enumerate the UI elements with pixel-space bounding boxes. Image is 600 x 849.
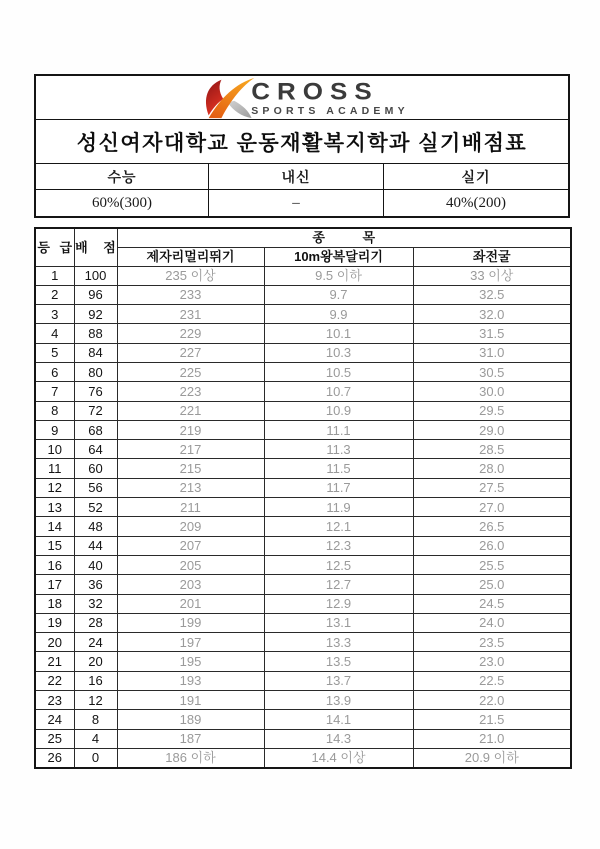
- jump-cell: 235 이상: [117, 266, 264, 285]
- jump-cell: 209: [117, 517, 264, 536]
- points-cell: 96: [74, 285, 117, 304]
- points-cell: 56: [74, 478, 117, 497]
- table-row: [35, 671, 571, 690]
- grade-cell: 1: [35, 266, 74, 285]
- reach-cell: 28.0: [413, 459, 571, 478]
- grade-cell: 8: [35, 401, 74, 420]
- run-cell: 10.7: [264, 382, 413, 401]
- jump-cell: 199: [117, 613, 264, 632]
- run-cell: 9.9: [264, 305, 413, 324]
- table-row: [35, 478, 571, 497]
- table-row: [35, 536, 571, 555]
- jump-cell: 233: [117, 285, 264, 304]
- jump-cell: 219: [117, 420, 264, 439]
- jump-cell: 221: [117, 401, 264, 420]
- grade-cell: 7: [35, 382, 74, 401]
- header-table: [34, 74, 570, 218]
- points-cell: 84: [74, 343, 117, 362]
- table-row: [35, 401, 571, 420]
- table-row: [35, 285, 571, 304]
- run-cell: 13.9: [264, 691, 413, 710]
- table-row: [35, 729, 571, 748]
- col-header-sit-and-reach: 좌전굴: [413, 247, 571, 266]
- points-cell: 52: [74, 498, 117, 517]
- jump-cell: 191: [117, 691, 264, 710]
- weight-label-silgi: 실기: [384, 164, 568, 190]
- table-header-row-1: [35, 228, 571, 247]
- points-cell: 72: [74, 401, 117, 420]
- grade-cell: 13: [35, 498, 74, 517]
- points-cell: 8: [74, 710, 117, 729]
- col-header-points: 배 점: [74, 228, 117, 266]
- jump-cell: 189: [117, 710, 264, 729]
- reach-cell: 28.5: [413, 440, 571, 459]
- grade-cell: 15: [35, 536, 74, 555]
- page-title: 성신여자대학교 운동재활복지학과 실기배점표: [36, 120, 568, 164]
- grade-cell: 10: [35, 440, 74, 459]
- run-cell: 12.5: [264, 555, 413, 574]
- reach-cell: 30.5: [413, 362, 571, 381]
- reach-cell: 21.0: [413, 729, 571, 748]
- points-cell: 28: [74, 613, 117, 632]
- grade-cell: 14: [35, 517, 74, 536]
- grade-cell: 11: [35, 459, 74, 478]
- weights-table: [36, 164, 568, 216]
- jump-cell: 195: [117, 652, 264, 671]
- run-cell: 13.7: [264, 671, 413, 690]
- run-cell: 11.5: [264, 459, 413, 478]
- points-cell: 4: [74, 729, 117, 748]
- reach-cell: 29.0: [413, 420, 571, 439]
- score-table-body: [35, 266, 571, 768]
- table-row: [35, 691, 571, 710]
- run-cell: 12.1: [264, 517, 413, 536]
- run-cell: 10.9: [264, 401, 413, 420]
- jump-cell: 186 이하: [117, 748, 264, 767]
- reach-cell: 25.0: [413, 575, 571, 594]
- reach-cell: 23.5: [413, 633, 571, 652]
- table-row: [35, 652, 571, 671]
- score-table: [34, 227, 572, 769]
- weight-value-silgi: 40%(200): [446, 194, 506, 211]
- points-cell: 60: [74, 459, 117, 478]
- points-cell: 100: [74, 266, 117, 285]
- table-row: [35, 555, 571, 574]
- table-row: [35, 575, 571, 594]
- jump-cell: 229: [117, 324, 264, 343]
- table-row: [35, 633, 571, 652]
- cross-logo-icon: [195, 77, 257, 119]
- grade-cell: 23: [35, 691, 74, 710]
- table-row: [35, 305, 571, 324]
- grade-cell: 3: [35, 305, 74, 324]
- grade-cell: 18: [35, 594, 74, 613]
- points-cell: 24: [74, 633, 117, 652]
- jump-cell: 227: [117, 343, 264, 362]
- weight-value-suneung: 60%(300): [36, 190, 209, 216]
- logo-text: [251, 78, 409, 117]
- reach-cell: 26.0: [413, 536, 571, 555]
- table-row: [35, 420, 571, 439]
- table-row: [35, 324, 571, 343]
- points-cell: 64: [74, 440, 117, 459]
- points-cell: 48: [74, 517, 117, 536]
- grade-cell: 16: [35, 555, 74, 574]
- run-cell: 10.1: [264, 324, 413, 343]
- reach-cell: 24.0: [413, 613, 571, 632]
- reach-cell: 24.5: [413, 594, 571, 613]
- points-cell: 44: [74, 536, 117, 555]
- table-row: [35, 710, 571, 729]
- reach-cell: 21.5: [413, 710, 571, 729]
- grade-cell: 24: [35, 710, 74, 729]
- run-cell: 11.7: [264, 478, 413, 497]
- table-row: [35, 343, 571, 362]
- table-row: [35, 498, 571, 517]
- run-cell: 13.5: [264, 652, 413, 671]
- grade-cell: 4: [35, 324, 74, 343]
- table-row: [35, 594, 571, 613]
- points-cell: 76: [74, 382, 117, 401]
- jump-cell: 203: [117, 575, 264, 594]
- col-header-grade: 등 급: [35, 228, 74, 266]
- jump-cell: 215: [117, 459, 264, 478]
- jump-cell: 207: [117, 536, 264, 555]
- run-cell: 11.9: [264, 498, 413, 517]
- run-cell: 14.3: [264, 729, 413, 748]
- points-cell: 68: [74, 420, 117, 439]
- reach-cell: 22.0: [413, 691, 571, 710]
- table-row: [35, 459, 571, 478]
- table-row: [35, 517, 571, 536]
- points-cell: 20: [74, 652, 117, 671]
- run-cell: 9.5 이하: [264, 266, 413, 285]
- reach-cell: 31.0: [413, 343, 571, 362]
- table-row: [35, 362, 571, 381]
- points-cell: 80: [74, 362, 117, 381]
- weight-label-naesin: 내신: [209, 164, 384, 190]
- jump-cell: 231: [117, 305, 264, 324]
- grade-cell: 12: [35, 478, 74, 497]
- run-cell: 11.1: [264, 420, 413, 439]
- points-cell: 0: [74, 748, 117, 767]
- grade-cell: 2: [35, 285, 74, 304]
- jump-cell: 205: [117, 555, 264, 574]
- jump-cell: 197: [117, 633, 264, 652]
- run-cell: 14.1: [264, 710, 413, 729]
- reach-cell: 33 이상: [413, 266, 571, 285]
- points-cell: 32: [74, 594, 117, 613]
- grade-cell: 25: [35, 729, 74, 748]
- jump-cell: 201: [117, 594, 264, 613]
- jump-cell: 211: [117, 498, 264, 517]
- table-row: [35, 440, 571, 459]
- jump-cell: 213: [117, 478, 264, 497]
- run-cell: 10.5: [264, 362, 413, 381]
- table-row: [35, 748, 571, 767]
- col-header-events-group: 종 목: [117, 228, 571, 247]
- points-cell: 88: [74, 324, 117, 343]
- reach-cell: 27.0: [413, 498, 571, 517]
- grade-cell: 21: [35, 652, 74, 671]
- grade-cell: 6: [35, 362, 74, 381]
- jump-cell: 217: [117, 440, 264, 459]
- jump-cell: 225: [117, 362, 264, 381]
- col-header-standing-long-jump: 제자리멀리뛰기: [117, 247, 264, 266]
- jump-cell: 223: [117, 382, 264, 401]
- grade-cell: 26: [35, 748, 74, 767]
- table-row: [35, 613, 571, 632]
- logo: [36, 76, 568, 120]
- run-cell: 11.3: [264, 440, 413, 459]
- run-cell: 9.7: [264, 285, 413, 304]
- logo-subtitle-text: SPORTS ACADEMY: [251, 105, 409, 118]
- points-cell: 16: [74, 671, 117, 690]
- jump-cell: 193: [117, 671, 264, 690]
- weight-value-naesin: –: [209, 190, 384, 216]
- grade-cell: 17: [35, 575, 74, 594]
- run-cell: 13.1: [264, 613, 413, 632]
- col-header-10m-shuttle-run: 10m왕복달리기: [264, 247, 413, 266]
- reach-cell: 29.5: [413, 401, 571, 420]
- weight-label-suneung: 수능: [36, 164, 209, 190]
- reach-cell: 31.5: [413, 324, 571, 343]
- reach-cell: 32.0: [413, 305, 571, 324]
- reach-cell: 26.5: [413, 517, 571, 536]
- grade-cell: 20: [35, 633, 74, 652]
- run-cell: 14.4 이상: [264, 748, 413, 767]
- jump-cell: 187: [117, 729, 264, 748]
- points-cell: 40: [74, 555, 117, 574]
- reach-cell: 20.9 이하: [413, 748, 571, 767]
- reach-cell: 23.0: [413, 652, 571, 671]
- run-cell: 12.9: [264, 594, 413, 613]
- points-cell: 36: [74, 575, 117, 594]
- run-cell: 12.3: [264, 536, 413, 555]
- reach-cell: 22.5: [413, 671, 571, 690]
- table-row: [35, 266, 571, 285]
- points-cell: 12: [74, 691, 117, 710]
- reach-cell: 25.5: [413, 555, 571, 574]
- reach-cell: 27.5: [413, 478, 571, 497]
- reach-cell: 30.0: [413, 382, 571, 401]
- logo-brand-text: CROSS: [251, 77, 379, 106]
- reach-cell: 32.5: [413, 285, 571, 304]
- grade-cell: 22: [35, 671, 74, 690]
- run-cell: 13.3: [264, 633, 413, 652]
- points-cell: 92: [74, 305, 117, 324]
- run-cell: 10.3: [264, 343, 413, 362]
- grade-cell: 19: [35, 613, 74, 632]
- run-cell: 12.7: [264, 575, 413, 594]
- grade-cell: 9: [35, 420, 74, 439]
- table-row: [35, 382, 571, 401]
- grade-cell: 5: [35, 343, 74, 362]
